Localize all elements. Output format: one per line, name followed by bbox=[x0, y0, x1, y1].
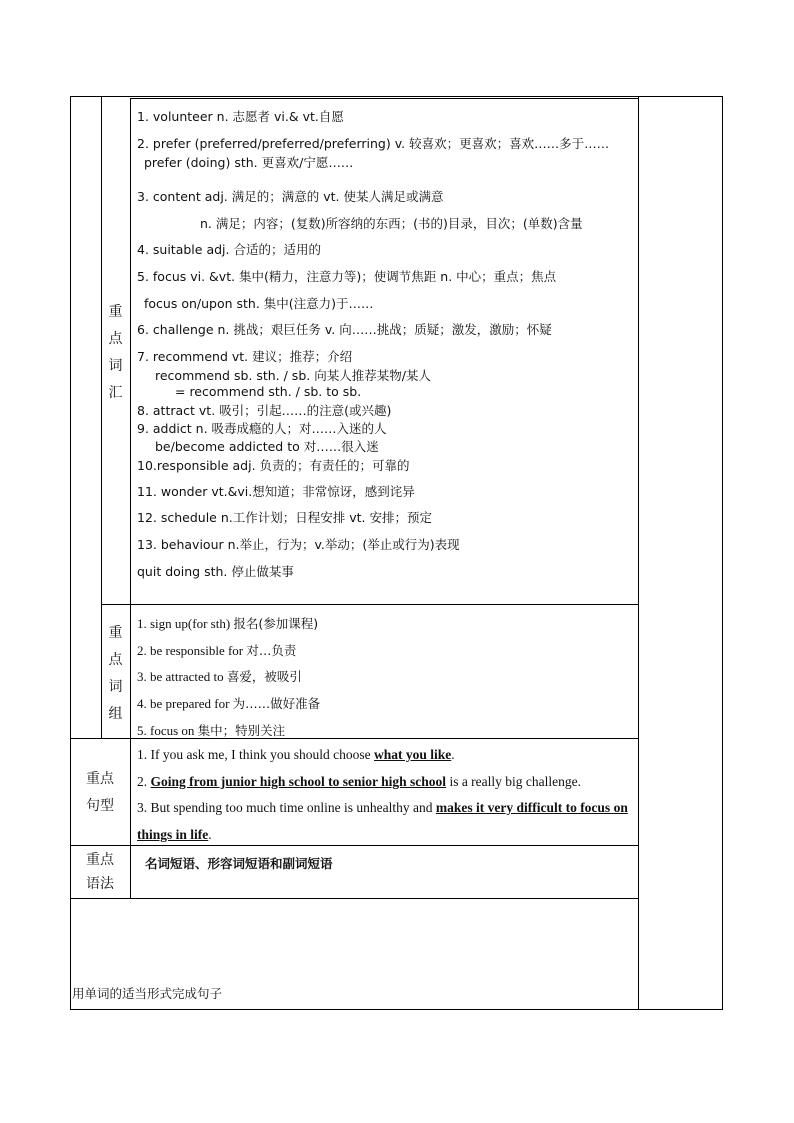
vocab-item: = recommend sth. / sb. to sb. bbox=[175, 384, 362, 399]
label-phrases bbox=[101, 620, 130, 728]
phrase-en: 1. sign up(for sth) bbox=[137, 616, 234, 631]
divider-grammar-exercise bbox=[70, 898, 638, 899]
vocab-item: n. 满足；内容；(复数)所容纳的东西；(书的)目录，目次；(单数)含量 bbox=[200, 216, 583, 231]
label-vocab bbox=[101, 299, 130, 407]
label-grammar bbox=[70, 848, 130, 896]
sentence-2 bbox=[137, 774, 581, 790]
phrase-en: 3. be attracted to bbox=[137, 669, 227, 684]
vocab-item: prefer (doing) sth. 更喜欢/宁愿…… bbox=[144, 155, 354, 170]
phrase-item bbox=[137, 667, 302, 685]
right-border bbox=[722, 96, 723, 1010]
sentence-1 bbox=[137, 747, 455, 763]
sentence-key-phrase: Going from junior high school to senior high school bbox=[150, 774, 447, 789]
vocab-item: recommend sb. sth. / sb. 向某人推荐某物/某人 bbox=[155, 368, 431, 383]
sentence-key-phrase: things in life bbox=[137, 827, 209, 842]
phrase-cn: 报名(参加课程) bbox=[233, 616, 319, 631]
sentence-text: is a really big challenge. bbox=[446, 774, 582, 789]
vocab-item: focus on/upon sth. 集中(注意力)于…… bbox=[144, 296, 374, 311]
vocab-item: 13. behaviour n.举止，行为；v.举动；(举止或行为)表现 bbox=[137, 537, 460, 552]
vocab-item: be/become addicted to 对……很入迷 bbox=[155, 439, 379, 454]
phrase-en: 5. focus on bbox=[137, 723, 198, 738]
table-top-border bbox=[70, 96, 723, 97]
sentence-text: 3. But spending too much time online is unhealthy and bbox=[137, 800, 436, 815]
vocab-item: 1. volunteer n. 志愿者 vi.& vt.自愿 bbox=[137, 109, 344, 124]
sentence-key-phrase: what you like bbox=[373, 747, 452, 762]
phrase-item bbox=[137, 614, 318, 632]
label-char: 重 bbox=[108, 304, 123, 320]
sentence-3-continued bbox=[137, 827, 212, 843]
vocab-item: quit doing sth. 停止做某事 bbox=[137, 564, 294, 579]
exercise-title: 用单词的适当形式完成句子 bbox=[72, 986, 223, 1001]
divider-vocab-phrases bbox=[101, 604, 638, 605]
phrase-cn: 集中；特别关注 bbox=[197, 723, 286, 738]
vocab-item: 12. schedule n.工作计划；日程安排 vt. 安排；预定 bbox=[137, 510, 432, 525]
label-char: 组 bbox=[108, 706, 123, 722]
label-char: 词 bbox=[108, 358, 123, 374]
label-char: 词 bbox=[108, 679, 123, 695]
label-char: 重 bbox=[108, 625, 123, 641]
vocab-item: 4. suitable adj. 合适的；适用的 bbox=[137, 242, 321, 257]
table-bottom-border bbox=[70, 1009, 723, 1010]
phrase-cn: 为……做好准备 bbox=[232, 696, 321, 711]
phrase-item bbox=[137, 721, 285, 739]
divider-sentences-grammar bbox=[70, 845, 638, 846]
sentence-text: 1. If you ask me, I think you should choose bbox=[137, 747, 374, 762]
phrase-en: 4. be prepared for bbox=[137, 696, 233, 711]
sentence-text: . bbox=[451, 747, 455, 762]
phrase-item bbox=[137, 641, 296, 659]
label-char: 点 bbox=[108, 652, 123, 668]
vocab-item: 9. addict n. 吸毒成瘾的人；对……入迷的人 bbox=[137, 421, 387, 436]
sentence-text: . bbox=[208, 827, 212, 842]
vocab-item: 10.responsible adj. 负责的；有责任的；可靠的 bbox=[137, 458, 410, 473]
vocab-item: 2. prefer (preferred/preferred/preferring) v. 较喜欢；更喜欢；喜欢……多于…… bbox=[137, 136, 610, 151]
vocab-item: 3. content adj. 满足的；满意的 vt. 使某人满足或满意 bbox=[137, 189, 444, 204]
vocab-item: 8. attract vt. 吸引；引起……的注意(或兴趣) bbox=[137, 403, 392, 418]
label-char: 汇 bbox=[108, 385, 123, 401]
phrase-item bbox=[137, 694, 320, 712]
label-line: 语法 bbox=[86, 876, 114, 892]
label-line: 重点 bbox=[86, 852, 114, 868]
inner-top-border bbox=[130, 98, 638, 99]
grammar-text: 名词短语、形容词短语和副词短语 bbox=[145, 856, 333, 871]
content-right-line bbox=[638, 96, 639, 1010]
label-line: 句型 bbox=[86, 798, 114, 814]
phrase-en: 2. be responsible for bbox=[137, 643, 247, 658]
sentence-3 bbox=[137, 800, 637, 816]
label-char: 点 bbox=[108, 331, 123, 347]
phrase-cn: 对…负责 bbox=[246, 643, 297, 658]
vocab-item: 5. focus vi. &vt. 集中(精力，注意力等)；使调节焦距 n. 中心；重点；焦点 bbox=[137, 269, 557, 284]
vocab-item: 6. challenge n. 挑战；艰巨任务 v. 向……挑战；质疑；激发，激励；怀疑 bbox=[137, 322, 552, 337]
sentence-key-phrase: makes it very difficult to focus on bbox=[435, 800, 628, 815]
phrase-cn: 喜爱，被吸引 bbox=[226, 669, 302, 684]
vocab-item: 11. wonder vt.&vi.想知道；非常惊讶，感到诧异 bbox=[137, 484, 415, 499]
vocab-item: 7. recommend vt. 建议；推荐；介绍 bbox=[137, 349, 353, 364]
label-column-line-top bbox=[130, 98, 131, 739]
sentence-text: 2. bbox=[137, 774, 151, 789]
label-line: 重点 bbox=[86, 771, 114, 787]
label-sentences bbox=[70, 766, 130, 820]
label-column-line-bottom bbox=[130, 738, 131, 899]
